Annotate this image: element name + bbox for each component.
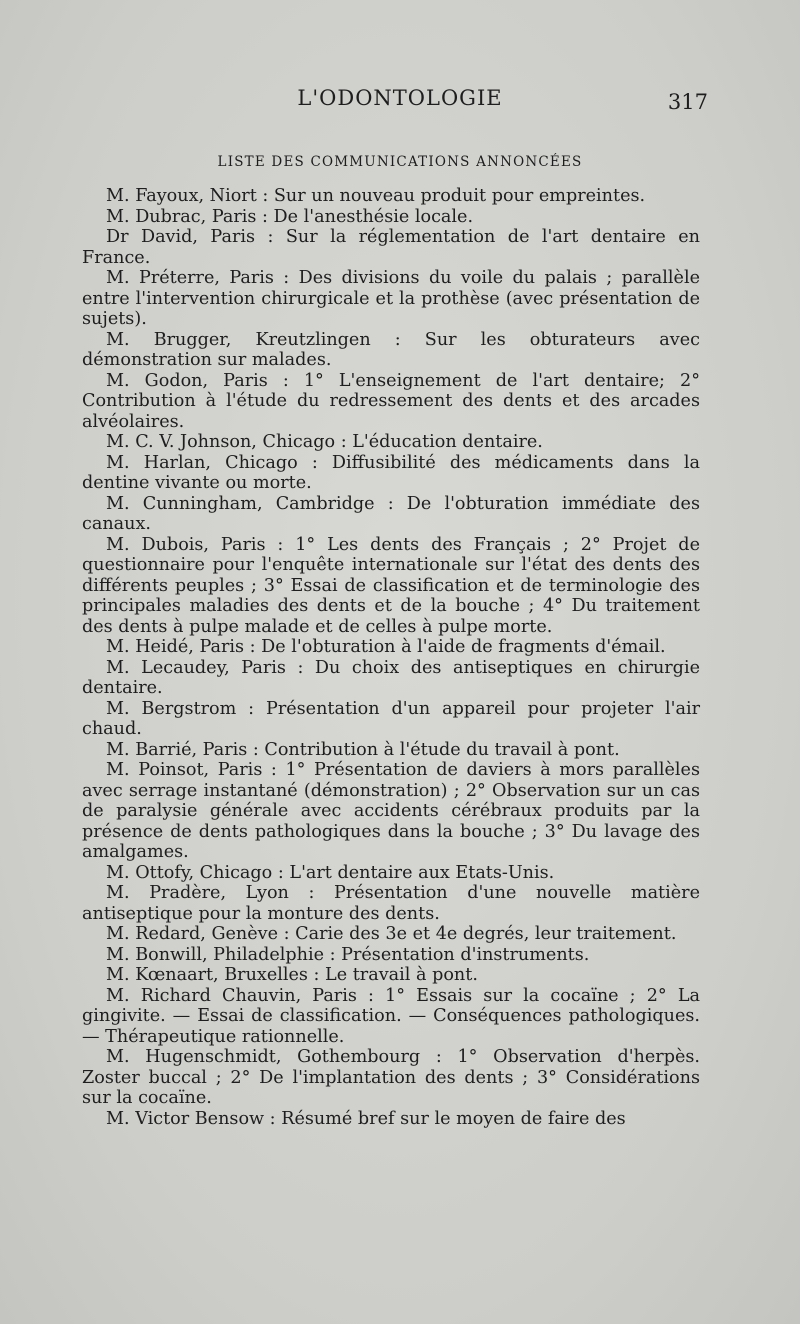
communication-entry: M. Godon, Paris : 1° L'enseignement de l'art dentaire; 2° Contribution à l'étude du redressement des dents et des arcades alvéolaires. xyxy=(82,370,700,432)
communication-entry: M. Barrié, Paris : Contribution à l'étude du travail à pont. xyxy=(106,739,620,760)
communication-entry: Dr David, Paris : Sur la réglementation de l'art dentaire en France. xyxy=(82,227,700,268)
communication-entry: M. Cunningham, Cambridge : De l'obturation immédiate des canaux. xyxy=(82,493,700,534)
communication-entry: M. Brugger, Kreutzlingen : Sur les obturateurs avec démonstration sur malades. xyxy=(82,329,700,370)
communication-entry: M. Richard Chauvin, Paris : 1° Essais sur la cocaïne ; 2° La gingivite. — Essai de classification. — Conséquences pathologiques. — Thérapeutique rationnelle. xyxy=(82,985,700,1047)
communication-entry: M. Dubrac, Paris : De l'anesthésie locale. xyxy=(106,206,474,227)
communication-entry: M. Kœnaart, Bruxelles : Le travail à pont. xyxy=(106,965,478,985)
communication-entry: M. Ottofy, Chicago : L'art dentaire aux Etats-Unis. xyxy=(106,862,555,883)
communication-entry: M. Lecaudey, Paris : Du choix des antiseptiques en chirurgie dentaire. xyxy=(82,657,700,698)
section-title: LISTE DES COMMUNICATIONS ANNONCÉES xyxy=(217,154,583,170)
page-number: 317 xyxy=(667,90,708,114)
communication-entry: M. Harlan, Chicago : Diffusibilité des médicaments dans la dentine vivante ou morte. xyxy=(82,452,700,493)
communication-entry: M. Victor Bensow : Résumé bref sur le moyen de faire des xyxy=(106,1108,626,1129)
communication-entry: M. Pradère, Lyon : Présentation d'une nouvelle matière antiseptique pour la monture des dents. xyxy=(82,883,700,924)
communication-entry: M. Heidé, Paris : De l'obturation à l'aide de fragments d'émail. xyxy=(106,637,666,657)
communications-list xyxy=(82,186,700,1129)
communication-entry: M. Bergstrom : Présentation d'un appareil pour projeter l'air chaud. xyxy=(82,698,700,739)
communication-entry: M. Bonwill, Philadelphie : Présentation d'instruments. xyxy=(106,944,590,965)
communication-entry: M. Dubois, Paris : 1° Les dents des Français ; 2° Projet de questionnaire pour l'enquête internationale sur l'état des dents des différents peuples ; 3° Essai de classification et de terminologie des principales maladies des dents et de la bouche ; 4° Du traitement des dents à pulpe malade et de celles à pulpe morte. xyxy=(82,534,700,637)
communication-entry: M. Préterre, Paris : Des divisions du voile du palais ; parallèle entre l'intervention chirurgicale et la prothèse (avec présentation de sujets). xyxy=(82,268,700,329)
communication-entry: M. Poinsot, Paris : 1° Présentation de daviers à mors parallèles avec serrage instantané (démonstration) ; 2° Observation sur un cas de paralysie générale avec accidents cérébraux produits par la présence de dents pathologiques dans la bouche ; 3° Du lavage des amalgames. xyxy=(82,760,700,862)
running-head: L'ODONTOLOGIE xyxy=(297,86,503,110)
communication-entry: M. Hugenschmidt, Gothembourg : 1° Observation d'herpès. Zoster buccal ; 2° De l'implantation des dents ; 3° Considérations sur la cocaïne. xyxy=(82,1047,700,1108)
communication-entry: M. Fayoux, Niort : Sur un nouveau produit pour empreintes. xyxy=(106,186,646,206)
communication-entry: M. C. V. Johnson, Chicago : L'éducation dentaire. xyxy=(106,432,543,452)
communication-entry: M. Redard, Genève : Carie des 3e et 4e degrés, leur traitement. xyxy=(106,924,677,944)
